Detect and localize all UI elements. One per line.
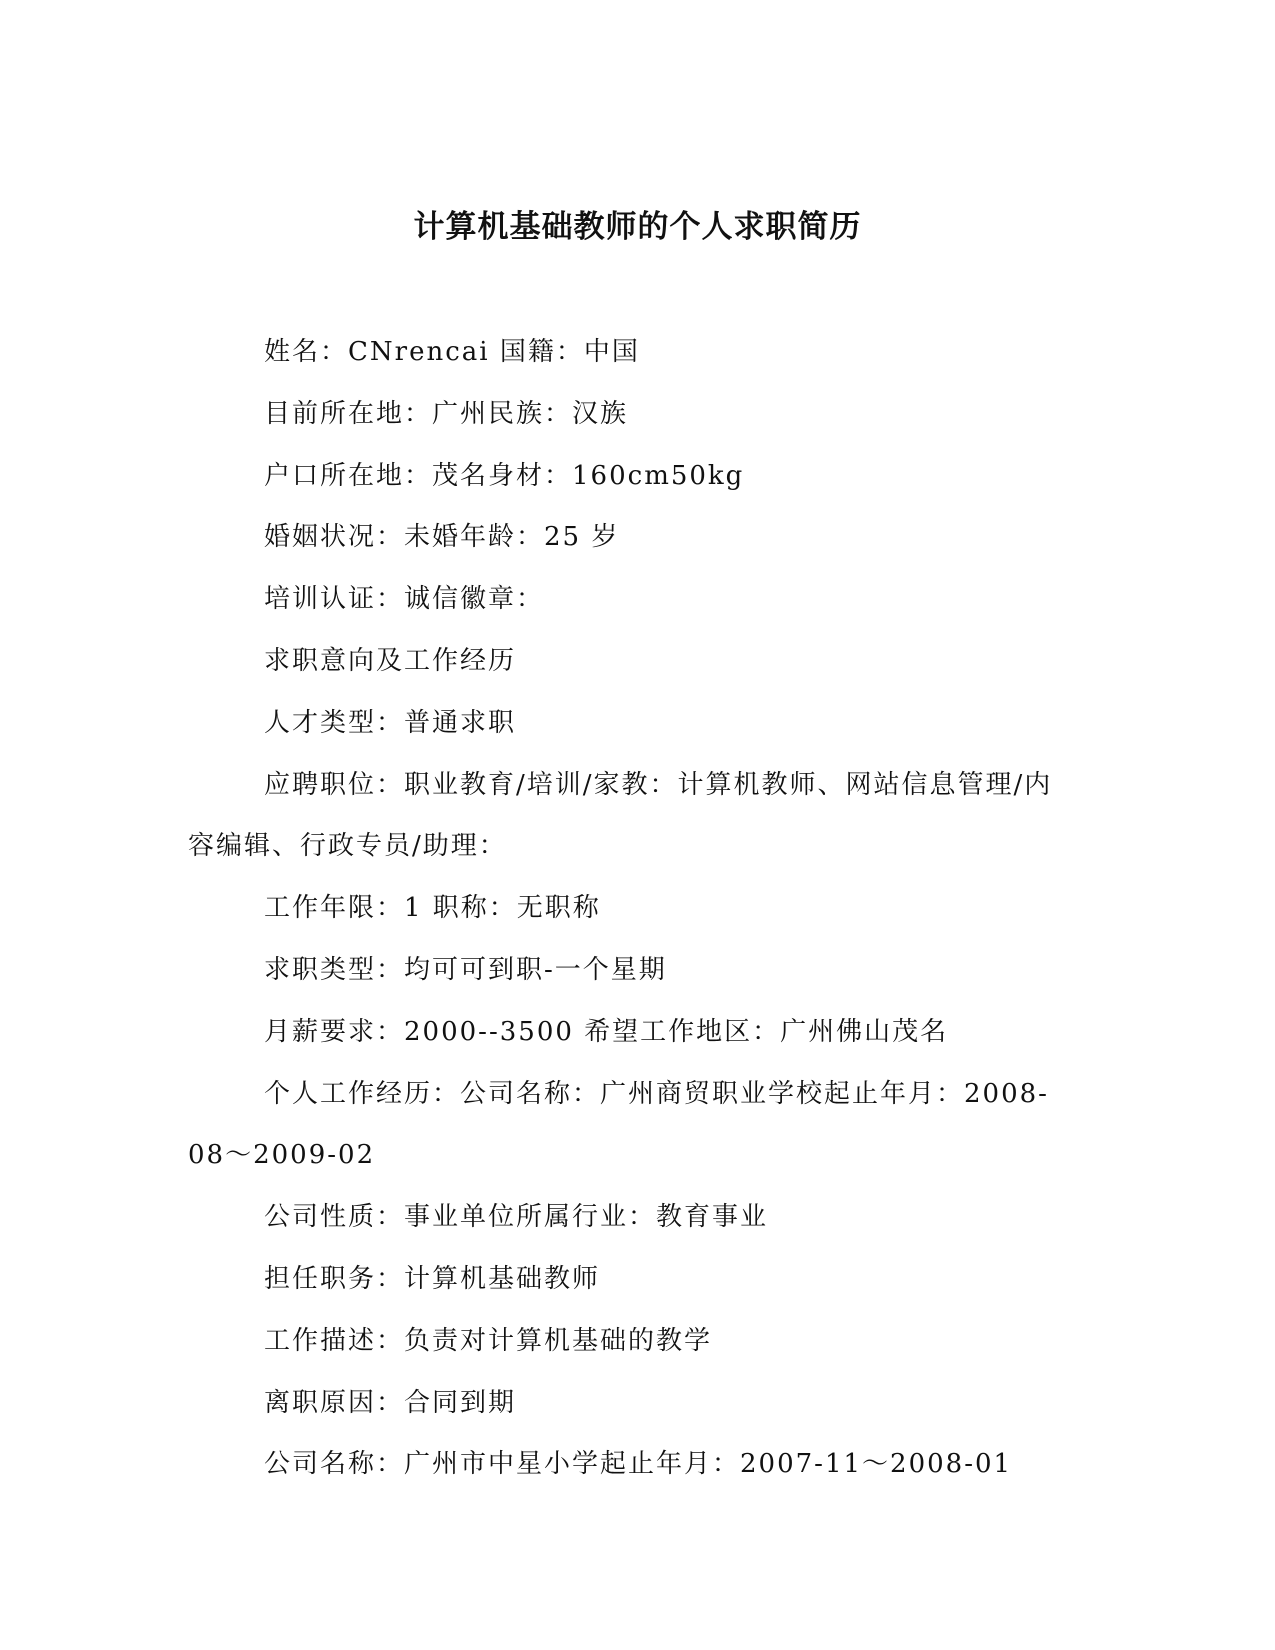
paragraph-work-history-2: 公司名称：广州市中星小学起止年月：2007-11～2008-01 bbox=[264, 1449, 1013, 1480]
paragraph-section-heading: 求职意向及工作经历 bbox=[264, 645, 517, 676]
paragraph-leave-reason: 离职原因：合同到期 bbox=[264, 1387, 517, 1418]
paragraph-marital-age: 婚姻状况：未婚年龄：25 岁 bbox=[264, 522, 620, 553]
paragraph-company-nature: 公司性质：事业单位所属行业：教育事业 bbox=[264, 1202, 769, 1233]
paragraph-job-type: 求职类型：均可可到职-一个星期 bbox=[264, 954, 667, 985]
paragraph-certification: 培训认证：诚信徽章： bbox=[264, 584, 545, 615]
paragraph-work-years-title: 工作年限：1 职称：无职称 bbox=[264, 893, 601, 924]
paragraph-salary-region: 月薪要求：2000--3500 希望工作地区：广州佛山茂名 bbox=[264, 1016, 949, 1047]
paragraph-work-history-1: 个人工作经历：公司名称：广州商贸职业学校起止年月：2008-08～2009-02 bbox=[188, 1078, 1049, 1171]
paragraph-applied-position: 应聘职位：职业教育/培训/家教：计算机教师、网站信息管理/内容编辑、行政专员/助理： bbox=[188, 769, 1053, 862]
paragraph-talent-type: 人才类型：普通求职 bbox=[264, 707, 517, 738]
paragraph-hukou-physique: 户口所在地：茂名身材：160cm50kg bbox=[264, 460, 745, 491]
paragraph-position-held: 担任职务：计算机基础教师 bbox=[264, 1263, 601, 1294]
document-body bbox=[188, 322, 1063, 1496]
paragraph-job-description: 工作描述：负责对计算机基础的教学 bbox=[264, 1325, 713, 1356]
document-title: 计算机基础教师的个人求职简历 bbox=[413, 209, 862, 245]
paragraph-name-nationality: 姓名：CNrencai 国籍：中国 bbox=[264, 337, 640, 367]
paragraph-location-ethnicity: 目前所在地：广州民族：汉族 bbox=[264, 398, 629, 429]
